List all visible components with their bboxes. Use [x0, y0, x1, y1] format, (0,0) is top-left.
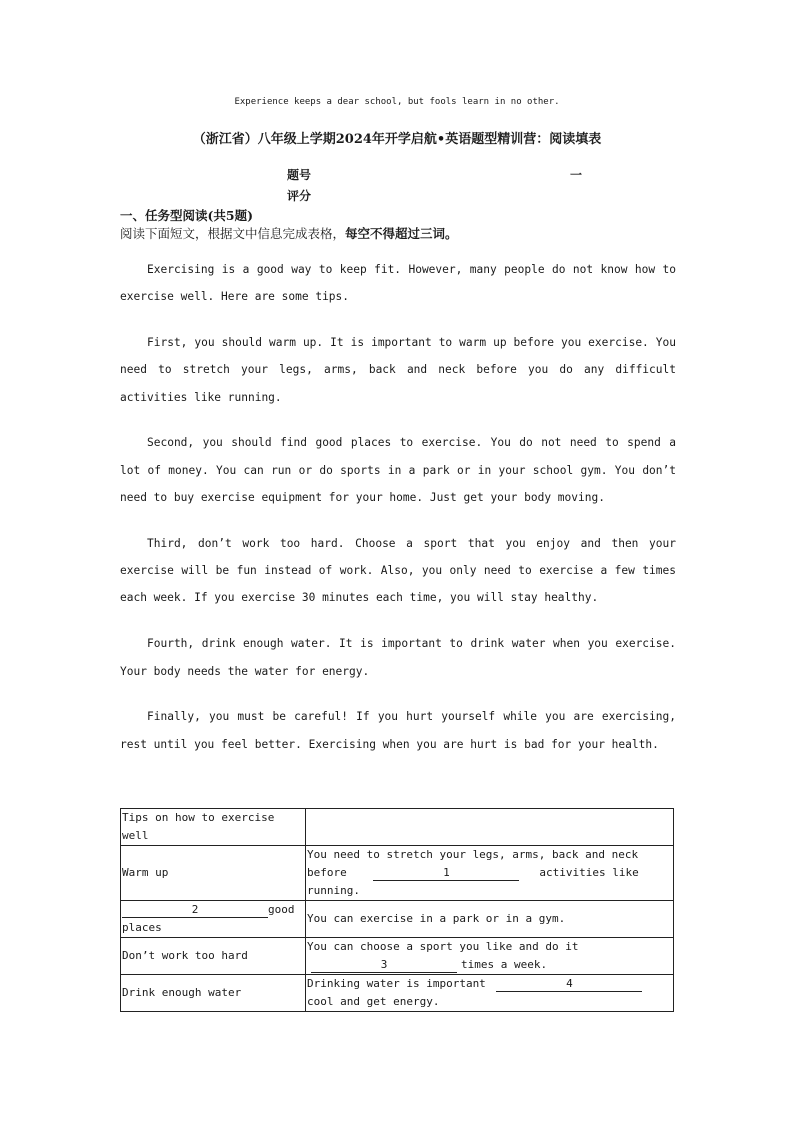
instruction-emphasis: 每空不得超过三词。: [345, 226, 458, 241]
table-header-right: [306, 809, 674, 846]
detail-text: You can choose a sport you like and do it: [307, 940, 579, 953]
reading-passage: [120, 256, 676, 776]
tips-table: [120, 808, 674, 1012]
passage-paragraph: Finally, you must be careful! If you hurt yourself while you are exercising, rest until you feel better. Exercising when you are hurt is bad for your health.: [120, 710, 676, 751]
table-row: [121, 975, 674, 1012]
detail-text: activities like running.: [307, 866, 639, 897]
passage-paragraph: Fourth, drink enough water. It is important to drink water when you exercise. Your body needs the water for energy.: [120, 637, 676, 678]
table-header-left: Tips on how to exercise well: [121, 809, 306, 846]
detail-text: You need to stretch your legs, arms, back and neck before: [307, 848, 639, 879]
table-cell-detail: [306, 846, 674, 901]
table-row: [121, 938, 674, 975]
instruction-text: 阅读下面短文，根据文中信息完成表格，: [120, 226, 346, 241]
table-row: [121, 809, 674, 846]
answer-blank-3[interactable]: 3: [311, 956, 457, 973]
score-table-row-label-score: 评分: [287, 189, 312, 203]
score-table-question-one: 一: [570, 168, 583, 182]
table-cell-detail: [306, 938, 674, 975]
passage-paragraph: Second, you should find good places to exercise. You do not need to spend a lot of money. You can run or do sports in a park or in your school gym. You don’t need to buy exercise equipment for your home. Just get your body moving.: [120, 436, 676, 505]
page-title: （浙江省）八年级上学期2024年开学启航•英语题型精训营：阅读填表: [192, 132, 602, 147]
passage-paragraph: First, you should warm up. It is important to warm up before you exercise. You need to stretch your legs, arms, back and neck before you do any difficult activities like running.: [120, 336, 676, 404]
detail-text: times a week.: [461, 958, 548, 971]
answer-blank-1[interactable]: 1: [373, 864, 519, 881]
answer-blank-2[interactable]: 2: [122, 901, 268, 918]
section-instruction: [120, 224, 458, 242]
table-row: [121, 846, 674, 901]
detail-text: Drinking water is important: [307, 977, 486, 990]
table-row: [121, 901, 674, 938]
answer-blank-4[interactable]: 4: [496, 975, 642, 992]
passage-paragraph: Exercising is a good way to keep fit. However, many people do not know how to exercise well. Here are some tips.: [120, 263, 676, 304]
table-cell-tip: Drink enough water: [121, 975, 306, 1012]
tip-text: good places: [122, 903, 295, 934]
passage-paragraph: Third, don’t work too hard. Choose a sport that you enjoy and then your exercise will be fun instead of work. Also, you only need to exercise a few times each week. If you exercise 30 minutes each time, you will stay healthy.: [120, 536, 676, 605]
table-cell-tip: Warm up: [121, 846, 306, 901]
score-table-row-label-number: 题号: [287, 168, 312, 182]
table-cell-detail: You can exercise in a park or in a gym.: [306, 901, 674, 938]
section-heading: 一、任务型阅读(共5题): [120, 208, 254, 223]
table-cell-tip: Don’t work too hard: [121, 938, 306, 975]
header-motto: Experience keeps a dear school, but fools learn in no other.: [234, 97, 560, 107]
table-cell-tip: [121, 901, 306, 938]
table-cell-detail: [306, 975, 674, 1012]
detail-text: cool and get energy.: [307, 995, 440, 1008]
